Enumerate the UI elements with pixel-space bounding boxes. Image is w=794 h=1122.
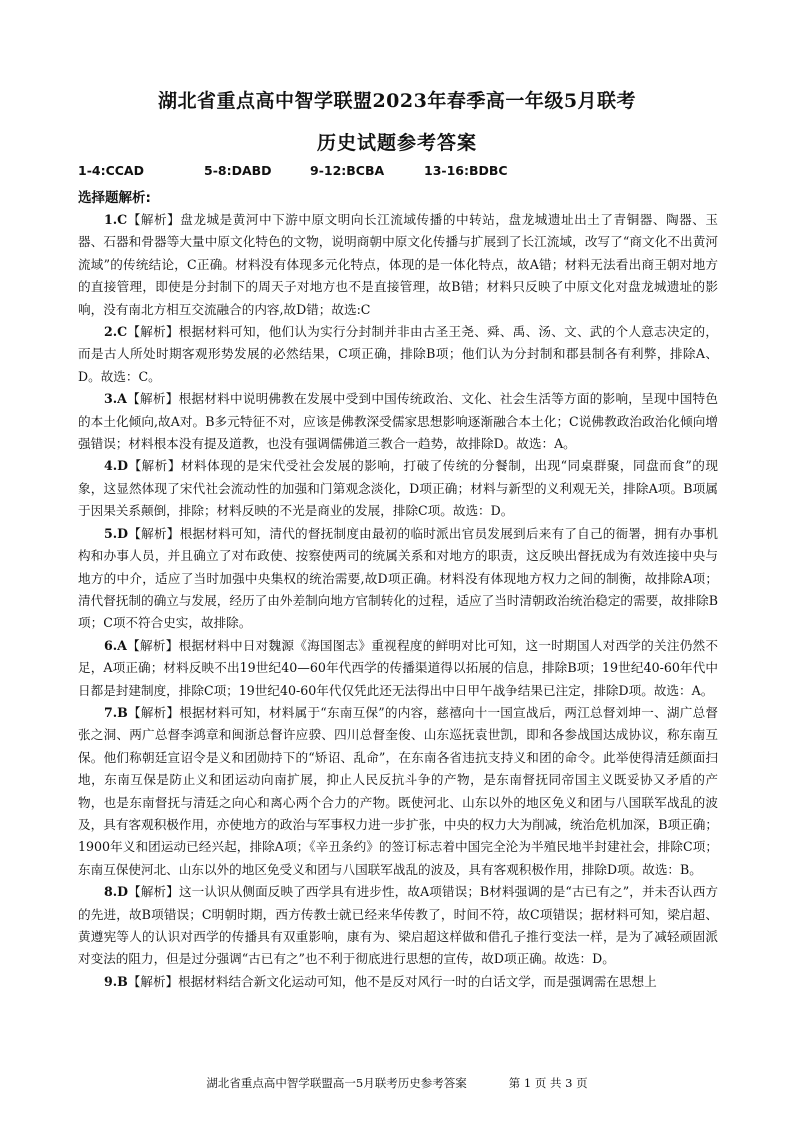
explanation-item	[78, 455, 718, 522]
document-subtitle: 历史试题参考答案	[316, 132, 477, 154]
explanation-item	[78, 702, 718, 881]
footer-source: 湖北省重点高中智学联盟高一5月联考历史参考答案	[206, 1076, 467, 1090]
footer-page-number: 第 1 页 共 3 页	[508, 1076, 588, 1090]
item-number: 5.D	[104, 525, 129, 541]
explanation-item	[78, 388, 718, 455]
item-number: 9.B	[104, 973, 128, 989]
item-number: 3.A	[104, 391, 127, 407]
explanation-item	[78, 635, 718, 702]
item-text: 【解析】根据材料可知，清代的督抚制度由最初的临时派出官员发展到后来有了自己的衙署，拥有办事机构和办事人员，并且确立了对布政使、按察使两司的统属关系和对地方的职责，这反映出督抚成为有效连接中央与地方的中介，适应了当时加强中央集权的统治需要,故D项正确。材料没有体现地方权力之间的制衡，故排除A项；清代督抚制的确立与发展，经历了由外差制向地方官制转化的过程，适应了当时清朝政治统治稳定的需要，故排除B项；C项不符合史实，故排除。	[78, 525, 718, 631]
answer-group-1-4: 1-4:CCAD	[78, 163, 144, 178]
item-text: 【解析】根据材料可知，他们认为实行分封制并非由古圣王尧、舜、禹、汤、文、武的个人意志决定的，而是古人所处时期客观形势发展的必然结果，C项正确，排除B项；他们认为分封制和郡县制各有利弊，排除A、D。故选：C。	[78, 324, 718, 384]
item-number: 1.C	[104, 212, 128, 227]
section-label: 选择题解析:	[78, 190, 151, 206]
item-text: 【解析】根据材料结合新文化运动可知，他不是反对风行一时的白话文学，而是强调需在思想上	[127, 973, 657, 989]
page-footer	[0, 1075, 794, 1091]
item-number: 4.D	[104, 458, 129, 474]
item-text: 【解析】根据材料可知，材料属于“东南互保”的内容，慈禧向十一国宣战后，两江总督刘坤一、湖广总督张之洞、两广总督李鸿章和闽浙总督许应骙、四川总督奎俊、山东巡抚袁世凯，即和各参战国达成协议，称东南互保。他们称朝廷宣诏令是义和团勋持下的“矫诏、乱命”，在东南各省违抗支持义和团的命令。此举使得清廷颜面扫地，东南互保是防止义和团运动向南扩展，抑止人民反抗斗争的产物，是东南督抚同帝国主义既妥协又矛盾的产物，也是东南督抚与清廷之向心和离心两个合力的产物。既使河北、山东以外的地区免义和团与八国联军战乱的波及，具有客观积极作用，亦使地方的政治与军事权力进一步扩张，中央的权力大为削减，统治危机加深，B项正确；1900年义和团运动已经兴起，排除A项；《辛丑条约》的签订标志着中国完全沦为半殖民地半封建社会，排除C项；东南互保使河北、山东以外的地区免受义和团与八国联军战乱的波及，具有客观积极作用，排除D项。故选：B。	[78, 704, 718, 877]
explanation-item	[78, 971, 718, 993]
document-title: 湖北省重点高中智学联盟2023年春季高一年级5月联考	[157, 90, 637, 112]
explanation-item	[78, 523, 718, 635]
item-text: 【解析】根据材料中说明佛教在发展中受到中国传统政治、文化、社会生活等方面的影响，呈现中国特色的本土化倾向,故A对。B多元特征不对，应该是佛教深受儒家思想影响逐渐融合本土化；C说佛教政治政治化倾向增强错误；材料根本没有提及道教，也没有强调儒佛道三教合一趋势，故排除D。故选：A。	[78, 391, 718, 452]
item-number: 7.B	[104, 704, 128, 720]
answer-group-9-12: 9-12:BCBA	[310, 163, 385, 178]
answer-group-13-16: 13-16:BDBC	[424, 163, 508, 178]
item-text: 【解析】这一认识从侧面反映了西学具有进步性，故A项错误；B材料强调的是“古已有之”，并未否认西方的先进，故B项错误；C明朝时期，西方传教士就已经来华传教了，时间不符，故C项错误；据材料可知，梁启超、黄遵宪等人的认识对西学的传播具有双重影响，康有为、梁启超这样做和借孔子推行变法一样，是为了减轻顽固派对变法的阻力，但是过分强调“古已有之”也不利于彻底进行思想的宣传，故D项正确。故选：D。	[78, 884, 718, 967]
item-text: 【解析】根据材料中日对魏源《海国图志》重视程度的鲜明对比可知，这一时期国人对西学的关注仍然不足，A项正确；材料反映不出19世纪40—60年代西学的传播渠道得以拓展的信息，排除B项；19世纪40-60年代中日都是封建制度，排除C项；19世纪40-60年代仅凭此还无法得出中日甲午战争结果已注定，排除D项。故选：A。	[78, 637, 718, 698]
explanation-item	[78, 321, 718, 388]
explanation-item	[78, 881, 718, 971]
item-number: 8.D	[104, 884, 129, 900]
answer-group-5-8: 5-8:DABD	[204, 163, 272, 178]
explanations-body	[78, 209, 718, 993]
explanation-item	[78, 209, 718, 321]
item-number: 2.C	[104, 324, 128, 340]
item-text: 【解析】材料体现的是宋代受社会发展的影响，打破了传统的分餐制，出现“同桌群聚，同盘而食”的现象，这显然体现了宋代社会流动性的加强和门第观念淡化，D项正确；材料与新型的义利观无关，排除A项。B项属于因果关系颠倒，排除；材料反映的不光是商业的发展，排除C项。故选：D。	[78, 458, 718, 519]
item-number: 6.A	[104, 637, 127, 653]
item-text: 【解析】盘龙城是黄河中下游中原文明向长江流域传播的中转站，盘龙城遗址出土了青铜器、陶器、玉器、石器和骨器等大量中原文化特色的文物，说明商朝中原文化传播与扩展到了长江流域，改写了“商文化不出黄河流域”的传统结论，C正确。材料没有体现多元化特点，体现的是一体化特点，故A错；材料无法看出商王朝对地方的直接管理，即使是分封制下的周天子对地方也不是直接管理，故B错；材料只反映了中原文化对盘龙城遗址的影响，没有南北方相互交流融合的内容,故D错；故选:C	[78, 212, 718, 317]
